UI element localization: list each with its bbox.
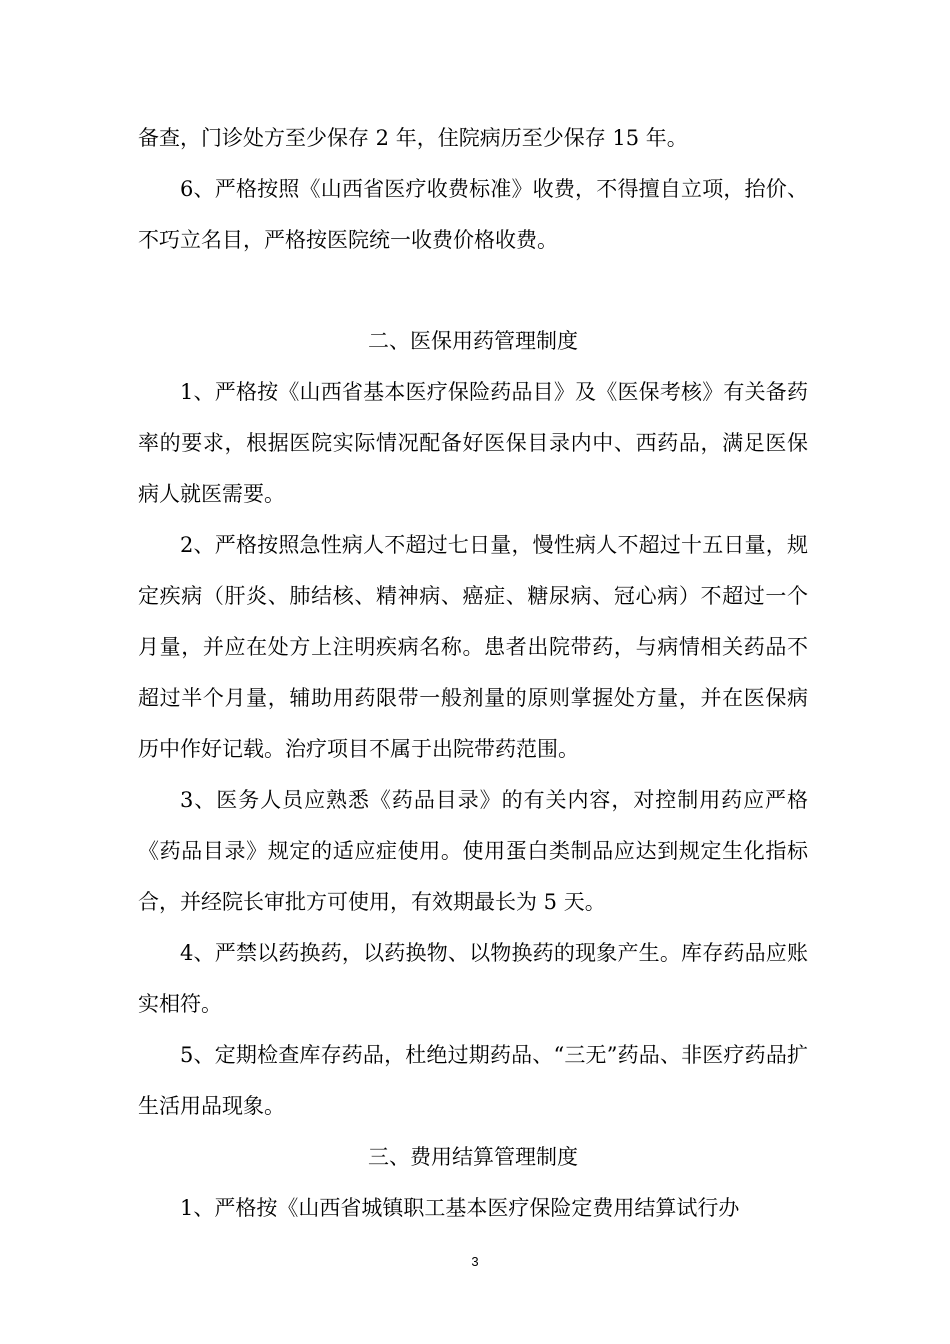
paragraph-medication-item-4: 4、严禁以药换药，以药换物、以物换药的现象产生。库存药品应账实相符。 bbox=[138, 941, 808, 1016]
paragraph-item-6-fees: 6、严格按照《山西省医疗收费标准》收费，不得擅自立项，抬价、不巧立名目，严格按医院统一收费价格收费。 bbox=[138, 177, 808, 252]
section-heading-medication: 二、医保用药管理制度 bbox=[368, 329, 578, 353]
paragraph-settlement-item-1: 1、严格按《山西省城镇职工基本医疗保险定费用结算试行办 bbox=[180, 1196, 740, 1220]
paragraph-record-retention: 备查，门诊处方至少保存 2 年，住院病历至少保存 15 年。 bbox=[138, 126, 688, 150]
document-body bbox=[138, 113, 808, 1234]
page-number: 3 bbox=[471, 1254, 479, 1269]
section-heading-settlement: 三、费用结算管理制度 bbox=[368, 1145, 578, 1169]
paragraph-medication-item-5: 5、定期检查库存药品，杜绝过期药品、“三无”药品、非医疗药品扩生活用品现象。 bbox=[138, 1043, 808, 1118]
section-spacer bbox=[138, 266, 808, 316]
paragraph-medication-item-3: 3、医务人员应熟悉《药品目录》的有关内容，对控制用药应严格《药品目录》规定的适应症使用。使用蛋白类制品应达到规定生化指标合，并经院长审批方可使用，有效期最长为 5 天。 bbox=[138, 788, 808, 914]
paragraph-medication-item-2: 2、严格按照急性病人不超过七日量，慢性病人不超过十五日量，规定疾病（肝炎、肺结核、精神病、癌症、糖尿病、冠心病）不超过一个月量，并应在处方上注明疾病名称。患者出院带药，与病情相关药品不超过半个月量，辅助用药限带一般剂量的原则掌握处方量，并在医保病历中作好记载。治疗项目不属于出院带药范围。 bbox=[138, 533, 808, 761]
paragraph-medication-item-1: 1、严格按《山西省基本医疗保险药品目》及《医保考核》有关备药率的要求，根据医院实际情况配备好医保目录内中、西药品，满足医保病人就医需要。 bbox=[138, 380, 808, 506]
